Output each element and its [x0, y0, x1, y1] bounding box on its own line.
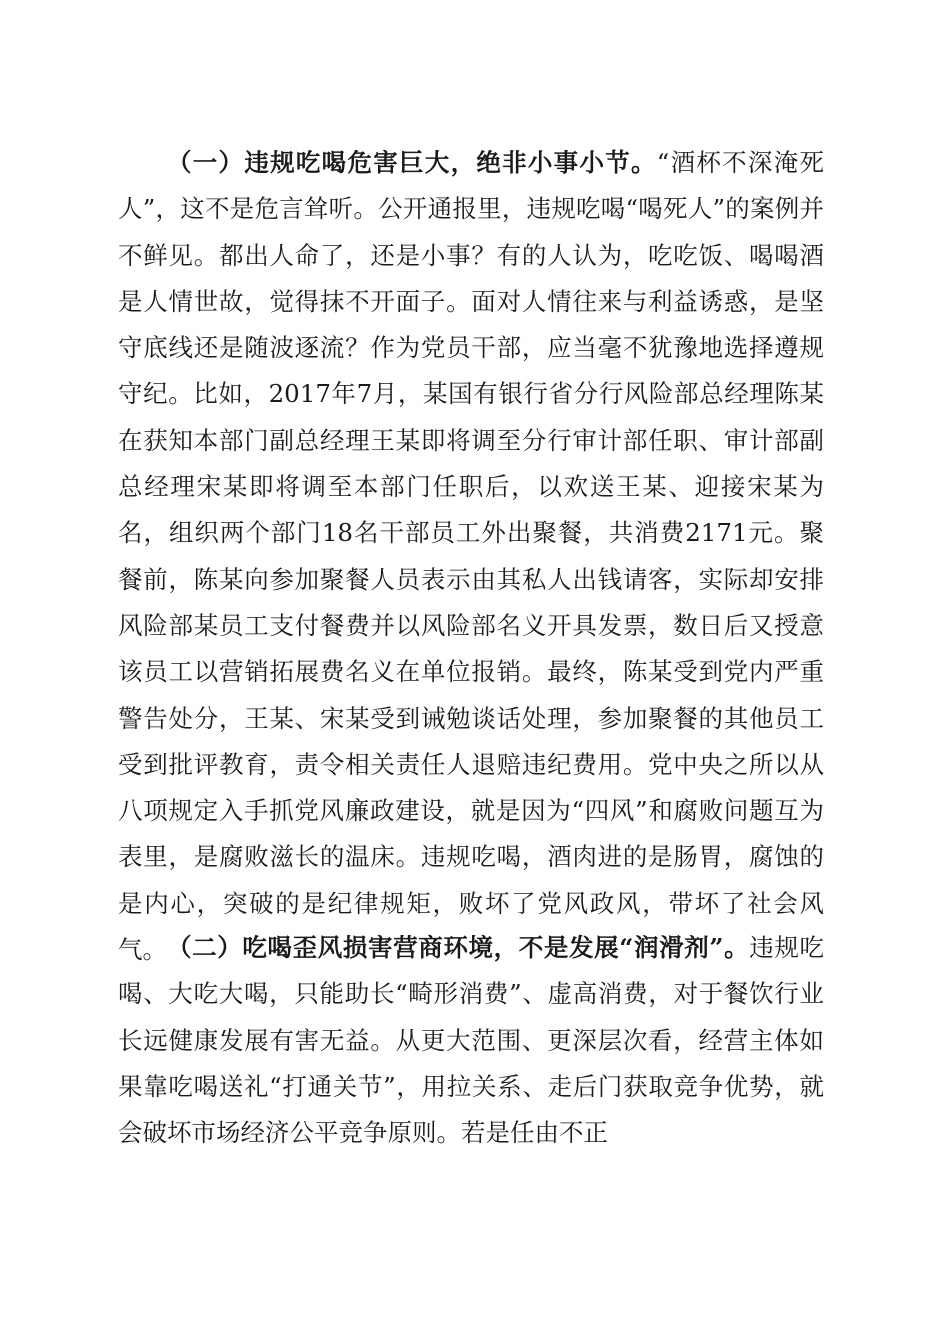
- paragraph-2-text: [118, 925, 824, 1156]
- paragraph-2-heading: （二）吃喝歪风损害营商环境，不是发展“润滑剂”。: [167, 933, 750, 962]
- paragraph-1-text: [118, 140, 824, 973]
- paragraph-1-body: “酒杯不深淹死人”，这不是危言耸听。公开通报里，违规吃喝“喝死人”的案例并不鲜见。都出人命了，还是小事？有的人认为，吃吃饭、喝喝酒是人情世故，觉得抹不开面子。面对人情往来与利益诱惑，是坚守底线还是随波逐流？作为党员干部，应当毫不犹豫地选择遵规守纪。比如，2017年7月，某国有银行省分行风险部总经理陈某在获知本部门副总经理王某即将调至分行审计部任职、审计部副总经理宋某即将调至本部门任职后，以欢送王某、迎接宋某为名，组织两个部门18名干部员工外出聚餐，共消费2171元。聚餐前，陈某向参加聚餐人员表示由其私人出钱请客，实际却安排风险部某员工支付餐费并以风险部名义开具发票，数日后又授意该员工以营销拓展费名义在单位报销。最终，陈某受到党内严重警告处分，王某、宋某受到诫勉谈话处理，参加聚餐的其他员工受到批评教育，责令相关责任人退赔违纪费用。党中央之所以从八项规定入手抓党风廉政建设，就是因为“四风”和腐败问题互为表里，是腐败滋长的温床。违规吃喝，酒肉进的是肠胃，腐蚀的是内心，突破的是纪律规矩，败坏了党风政风，带坏了社会风气。: [118, 148, 824, 965]
- paragraph-1-heading: （一）违规吃喝危害巨大，绝非小事小节。: [167, 148, 657, 177]
- paragraph-1: [118, 140, 824, 973]
- paragraph-2: [118, 925, 824, 1156]
- paragraph-2-body: 违规吃喝、大吃大喝，只能助长“畸形消费”、虚高消费，对于餐饮行业长远健康发展有害无益。从更大范围、更深层次看，经营主体如果靠吃喝送礼“打通关节”，用拉关系、走后门获取竞争优势，就会破坏市场经济公平竞争原则。若是任由不正: [118, 933, 825, 1148]
